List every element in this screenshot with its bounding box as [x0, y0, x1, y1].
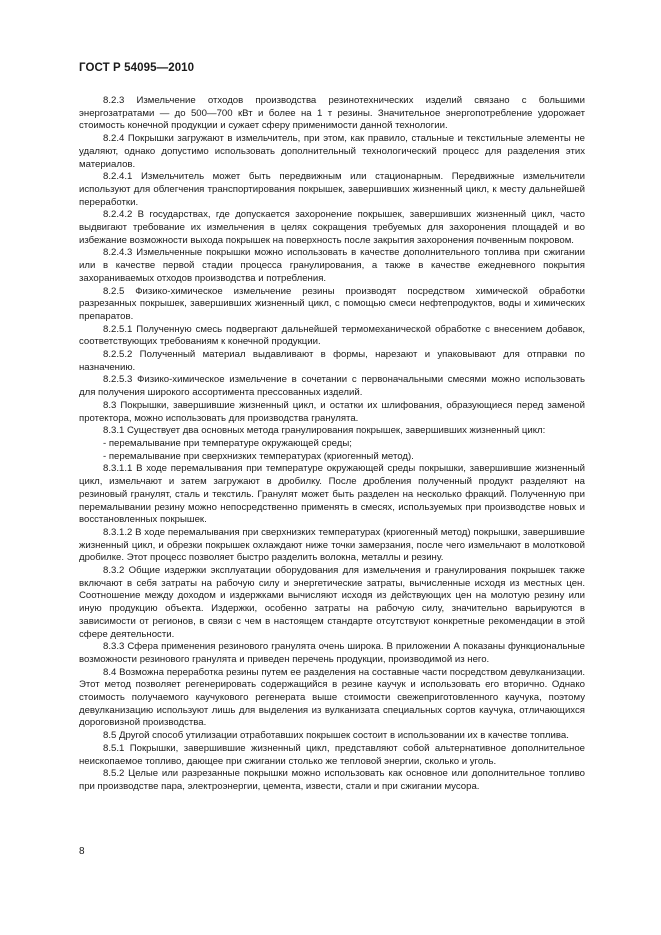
paragraph-8-2-5-2: 8.2.5.2 Полученный материал выдавливают в формы, нарезают и упаковывают для отправки по назначению.	[79, 349, 585, 373]
paragraph-8-2-4-2: 8.2.4.2 В государствах, где допускается захоронение покрышек, завершивших жизненный цикл, часто выдвигают требование их измельчения в целях сокращения требуемых для захоронения площадей и во избежание возможности выхода покрышек на поверхность после закрытия захоронения почвенным покровом.	[79, 209, 585, 246]
document-code-header: ГОСТ Р 54095—2010	[79, 62, 195, 74]
paragraph-8-5: 8.5 Другой способ утилизации отработавших покрышек состоит в использовании их в качестве топлива.	[103, 730, 569, 742]
paragraph-8-5-2: 8.5.2 Целые или разрезанные покрышки можно использовать как основное или дополнительное топливо при производстве пара, электроэнергии, цемента, извести, стали и при сжигании мусора.	[79, 768, 585, 792]
paragraph-8-3-3: 8.3.3 Сфера применения резинового гранулята очень широка. В приложении А показаны функциональные возможности резинового гранулята и приведен перечень продукции, производимой из него.	[79, 641, 585, 665]
paragraph-8-2-4-1: 8.2.4.1 Измельчитель может быть передвижным или стационарным. Передвижные измельчители используют для облегчения транспортирования покрышек, завершивших жизненный цикл, к месту дальнейшей переработки.	[79, 171, 585, 208]
list-item-cryogenic-grinding: - перемалывание при сверхнизких температурах (криогенный метод).	[103, 450, 414, 462]
paragraph-8-2-5-1: 8.2.5.1 Полученную смесь подвергают дальнейшей термомеханической обработке с внесением добавок, соответствующих требованиям к конечной продукции.	[79, 323, 585, 348]
paragraph-8-3: 8.3 Покрышки, завершившие жизненный цикл, и остатки их шлифования, образующиеся перед заменой протектора, можно использовать для производства гранулята.	[79, 399, 585, 424]
paragraph-8-3-1: 8.3.1 Существует два основных метода гранулирования покрышек, завершивших жизненный цикл:	[103, 425, 546, 437]
paragraph-8-3-1-1: 8.3.1.1 В ходе перемалывания при температуре окружающей среды покрышки, завершившие жизненный цикл, измельчают и затем загружают в дробилку. После дробления полученный продукт разделяют на резиновый гранулят, сталь и текстиль. Гранулят может быть разделен на несколько фракций. Полученную при перемалывании резину можно непосредственно применять в смесях, используемых при производстве новых и восстановленных покрышек.	[79, 463, 585, 526]
paragraph-8-3-1-2: 8.3.1.2 В ходе перемалывания при сверхнизких температурах (криогенный метод) покрышки, завершившие жизненный цикл, и обрезки покрышек охлаждают ниже точки замерзания, после чего измельчают в молотковой дробилке. Этот процесс позволяет быстро разделить волокна, металлы и резину.	[79, 526, 585, 564]
paragraph-8-2-4-3: 8.2.4.3 Измельченные покрышки можно использовать в качестве дополнительного топлива при сжигании или в качестве первой стадии процесса гранулирования, а также в качестве ежедневного покрытия захораниваемых отходов производства и потребления.	[79, 247, 585, 284]
page-number: 8	[79, 846, 85, 857]
body-text	[79, 95, 585, 794]
paragraph-8-2-3: 8.2.3 Измельчение отходов производства резинотехнических изделий связано с большими энергозатратами — до 500—700 кВт и более на 1 т резины. Значительное энергопотребление удорожает стоимость конечной продукции и сужает сферу применимости данной технологии.	[79, 95, 585, 132]
paragraph-8-2-5-3: 8.2.5.3 Физико-химическое измельчение в сочетании с первоначальными смесями можно использовать для получения широкого ассортимента прессованных изделий.	[79, 374, 585, 399]
paragraph-8-3-2: 8.3.2 Общие издержки эксплуатации оборудования для измельчения и гранулирования покрышек также включают в себя затраты на рабочую силу и энергетические затраты, вычисленные исходя из местных цен. Соотношение между доходом и издержками вычисляют исходя из действующих цен на молотую резину или иную продукцию объекта. Издержки, особенно затраты на рабочую силу, значительно варьируются в зависимости от регионов, в связи с чем в настоящем стандарте отсутствуют конкретные рекомендации в этой сфере деятельности.	[79, 565, 585, 640]
paragraph-8-4: 8.4 Возможна переработка резины путем ее разделения на составные части посредством девулканизации. Этот метод позволяет регенерировать содержащийся в резине каучук и использовать его вторично. Однако стоимость получаемого каучукового регенерата выше стоимости свежеприготовленного каучука, поэтому девулканизацию используют лишь для выделения из вулканизата специальных сортов каучука, отличающихся дороговизной производства.	[79, 666, 585, 729]
paragraph-8-2-5: 8.2.5 Физико-химическое измельчение резины производят посредством химической обработки разрезанных покрышек, завершивших жизненный цикл, с помощью смеси нефтепродуктов, воды и химических препаратов.	[79, 285, 585, 322]
paragraph-8-2-4: 8.2.4 Покрышки загружают в измельчитель, при этом, как правило, стальные и текстильные элементы не удаляют, однако допустимо использовать дополнительный технологический процесс для разделения этих материалов.	[79, 133, 585, 170]
paragraph-8-5-1: 8.5.1 Покрышки, завершившие жизненный цикл, представляют собой альтернативное дополнительное неископаемое топливо, дающее при сжигании столько же тепловой энергии, сколько и уголь.	[79, 742, 585, 767]
list-item-ambient-grinding: - перемалывание при температуре окружающей среды;	[103, 437, 352, 449]
